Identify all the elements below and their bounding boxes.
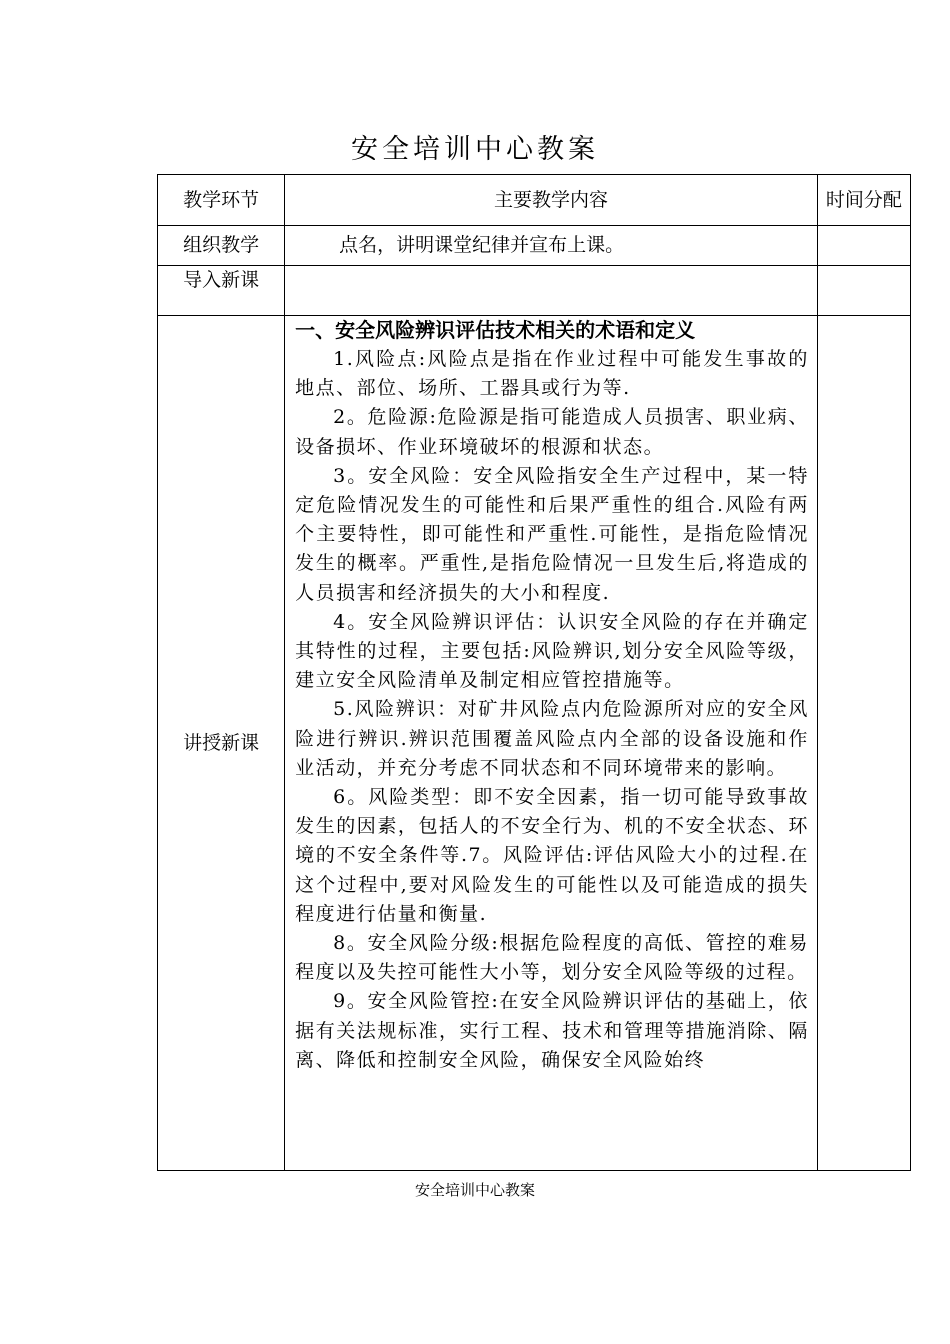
table-header-row — [158, 175, 911, 226]
header-phase: 教学环节 — [158, 175, 285, 226]
definition-paragraph: 6。风险类型：即不安全因素，指一切可能导致事故发生的因素，包括人的不安全行为、机的不安全状态、环境的不安全条件等.7。风险评估:评估风险大小的过程.在这个过程中,要对风险发生的可能性以及可能造成的损失程度进行估量和衡量. — [295, 786, 809, 925]
definition-paragraph: 1.风险点:风险点是指在作业过程中可能发生事故的地点、部位、场所、工器具或行为等. — [295, 348, 809, 400]
row-content-intro — [285, 266, 818, 316]
row-time-teach — [817, 316, 910, 1171]
page-footer: 安全培训中心教案 — [414, 1181, 535, 1199]
row-content-teach — [285, 316, 818, 1171]
header-time: 时间分配 — [817, 175, 910, 226]
document-title: 安全培训中心教案 — [351, 134, 599, 165]
definition-paragraph: 3。安全风险：安全风险指安全生产过程中，某一特定危险情况发生的可能性和后果严重性的组合.风险有两个主要特性，即可能性和严重性.可能性，是指危险情况发生的概率。严重性,是指危险情况一旦发生后,将造成的人员损害和经济损失的大小和程度. — [295, 464, 809, 604]
row-time-intro — [817, 266, 910, 316]
table-row-organize — [158, 226, 911, 266]
table-row-teach — [158, 316, 911, 1171]
row-label-organize: 组织教学 — [158, 226, 285, 266]
definition-paragraph: 4。安全风险辨识评估：认识安全风险的存在并确定其特性的过程，主要包括:风险辨识,划分安全风险等级，建立安全风险清单及制定相应管控措施等。 — [295, 610, 809, 692]
section-title: 一、安全风险辨识评估技术相关的术语和定义 — [295, 318, 696, 342]
row-time-organize — [817, 226, 910, 266]
definition-paragraph: 9。安全风险管控:在安全风险辨识评估的基础上，依据有关法规标准，实行工程、技术和管理等措施消除、隔离、降低和控制安全风险，确保安全风险始终 — [295, 990, 809, 1071]
definition-paragraph: 5.风险辨识：对矿井风险点内危险源所对应的安全风险进行辨识.辨识范围覆盖风险点内全部的设备设施和作业活动，并充分考虑不同状态和不同环境带来的影响。 — [295, 698, 809, 779]
definition-paragraph: 8。安全风险分级:根据危险程度的高低、管控的难易程度以及失控可能性大小等，划分安全风险等级的过程。 — [295, 932, 809, 984]
row-label-intro: 导入新课 — [158, 266, 285, 316]
row-content-organize: 点名，讲明课堂纪律并宣布上课。 — [285, 226, 818, 266]
row-label-teach: 讲授新课 — [158, 316, 285, 1171]
lesson-plan-table — [157, 174, 911, 1171]
table-row-intro — [158, 266, 911, 316]
header-content: 主要教学内容 — [285, 175, 818, 226]
definition-paragraph: 2。危险源:危险源是指可能造成人员损害、职业病、设备损坏、作业环境破坏的根源和状态。 — [295, 406, 809, 458]
